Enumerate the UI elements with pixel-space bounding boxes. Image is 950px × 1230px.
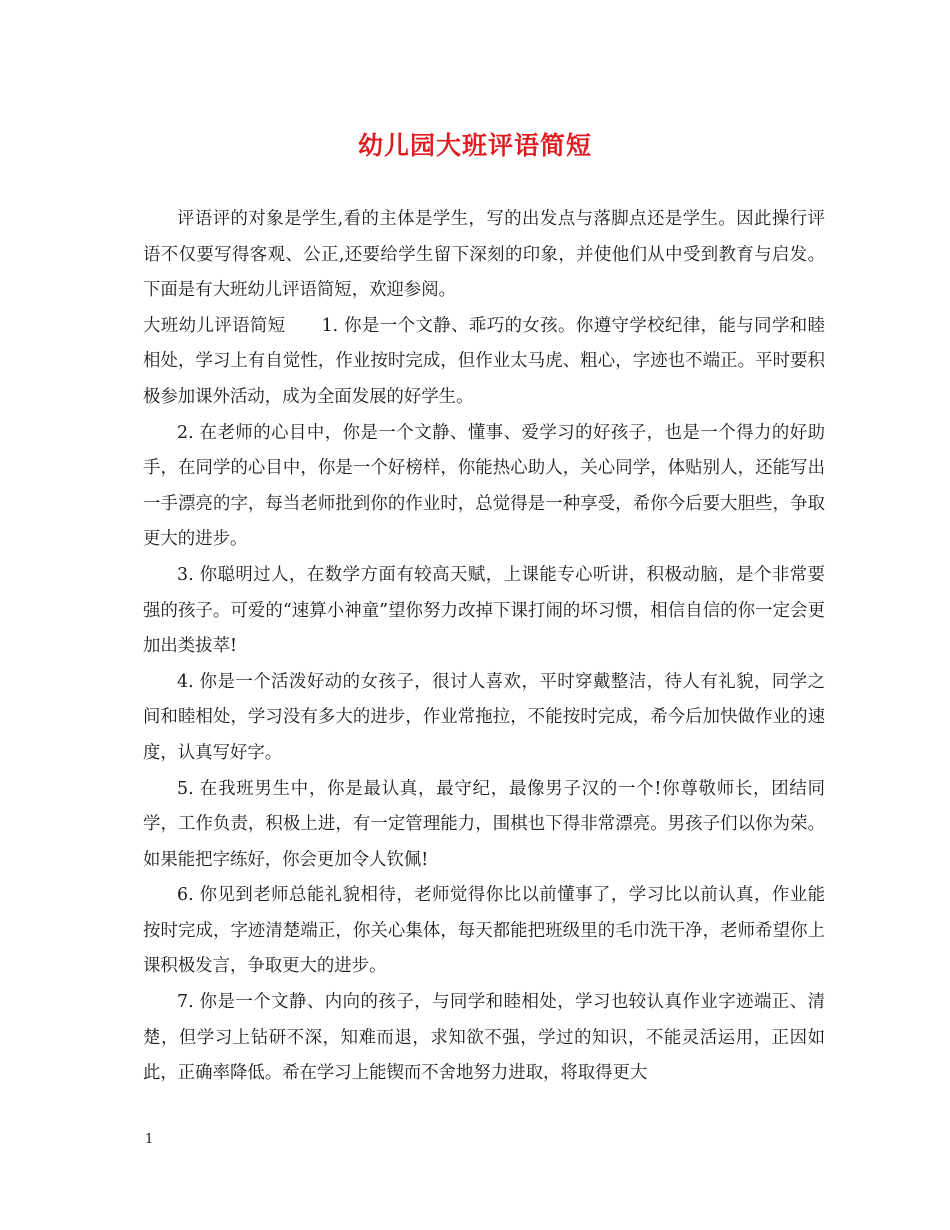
item-text-1: 1. 你是一个文静、乖巧的女孩。你遵守学校纪律，能与同学和睦相处，学习上有自觉性，作业按时完成，但作业太马虎、粗心，字迹也不端正。平时要积极参加课外活动，成为全面发展的好学生。 — [143, 315, 825, 407]
item-paragraph-1 — [143, 309, 825, 416]
item-paragraph-4: 4. 你是一个活泼好动的女孩子，很讨人喜欢，平时穿戴整洁，待人有礼貌，同学之间和睦相处，学习没有多大的进步，作业常拖拉，不能按时完成，希今后加快做作业的速度，认真写好字。 — [143, 671, 825, 763]
item-paragraph-6: 6. 你见到老师总能礼貌相待，老师觉得你比以前懂事了，学习比以前认真，作业能按时完成，字迹清楚端正，你关心集体，每天都能把班级里的毛巾洗干净，老师希望你上课积极发言，争取更大的进步。 — [143, 885, 825, 977]
intro-paragraph: 评语评的对象是学生,看的主体是学生，写的出发点与落脚点还是学生。因此操行评语不仅要写得客观、公正,还要给学生留下深刻的印象，并使他们从中受到教育与启发。下面是有大班幼儿评语简短，欢迎参阅。 — [143, 209, 825, 301]
document-body — [143, 202, 825, 1092]
item-paragraph-7: 7. 你是一个文静、内向的孩子，与同学和睦相处，学习也较认真作业字迹端正、清楚，但学习上钻研不深，知难而退，求知欲不强，学过的知识，不能灵活运用，正因如此，正确率降低。希在学习上能锲而不舍地努力进取，将取得更大 — [143, 992, 825, 1084]
section-label: 大班幼儿评语简短 — [143, 315, 286, 336]
page-number: 1 — [145, 1132, 154, 1147]
document-title: 幼儿园大班评语简短 — [357, 131, 592, 160]
item-paragraph-3: 3. 你聪明过人，在数学方面有较高天赋，上课能专心听讲，积极动脑，是个非常要强的孩子。可爱的“速算小神童”望你努力改掉下课打闹的坏习惯，相信自信的你一定会更加出类拔萃! — [143, 564, 825, 657]
item-paragraph-5: 5. 在我班男生中，你是最认真，最守纪，最像男子汉的一个!你尊敬师长，团结同学，工作负责，积极上进，有一定管理能力，围棋也下得非常漂亮。男孩子们以你为荣。如果能把字练好，你会更加令人钦佩! — [143, 778, 825, 870]
item-paragraph-2: 2. 在老师的心目中，你是一个文静、懂事、爱学习的好孩子，也是一个得力的好助手，在同学的心目中，你是一个好榜样，你能热心助人，关心同学，体贴别人，还能写出一手漂亮的字，每当老师批到你的作业时，总觉得是一种享受，希你今后要大胆些，争取更大的进步。 — [143, 422, 825, 550]
